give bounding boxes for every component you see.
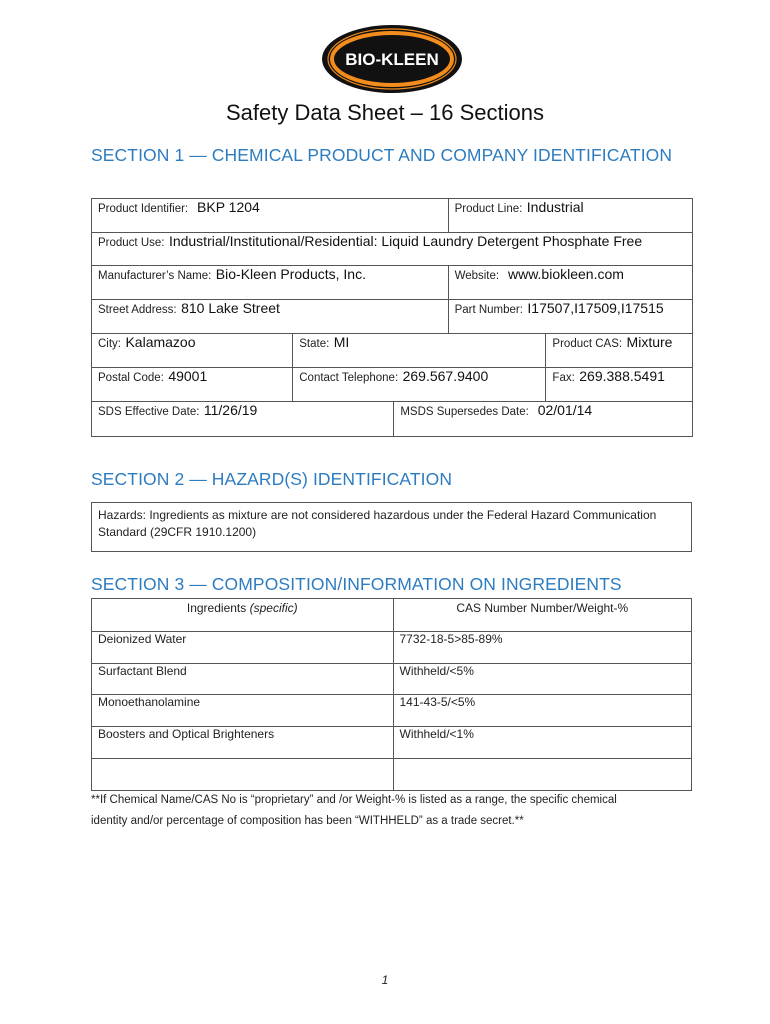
telephone-value: 269.567.9400: [402, 368, 489, 384]
hazards-box: Hazards: Ingredients as mixture are not considered hazardous under the Federal Hazard Communication Standard (29CFR 1910.1200): [91, 502, 692, 552]
product-identifier-cell: Product Identifier: BKP 1204: [92, 199, 449, 233]
product-use-cell: Product Use: Industrial/Institutional/Residential: Liquid Laundry Detergent Phosphate Free: [92, 233, 693, 266]
part-number-cell: Part Number: I17507,I17509,I17515: [448, 300, 692, 334]
product-identifier-value: BKP 1204: [197, 199, 260, 215]
street-address-cell: Street Address: 810 Lake Street: [92, 300, 449, 334]
state-value: MI: [333, 334, 350, 350]
city-cell: City: Kalamazoo: [92, 334, 293, 368]
logo-graphic: [321, 24, 463, 94]
postal-code-cell: Postal Code: 49001: [92, 368, 293, 402]
ingredient-cas: Withheld/<1%: [393, 727, 692, 759]
section1-heading: SECTION 1 — CHEMICAL PRODUCT AND COMPANY IDENTIFICATION: [91, 145, 673, 165]
section2-heading: SECTION 2 — HAZARD(S) IDENTIFICATION: [91, 469, 453, 489]
msds-supersedes-cell: MSDS Supersedes Date: 02/01/14: [394, 402, 693, 437]
product-cas-value: Mixture: [626, 334, 673, 350]
table-row: [92, 632, 692, 664]
cas-weight-header: CAS Number Number/Weight-%: [393, 599, 692, 632]
fax-cell: Fax: 269.388.5491: [546, 368, 693, 402]
table-row: [92, 727, 692, 759]
page-number: 1: [381, 973, 389, 987]
part-number-value: I17507,I17509,I17515: [527, 300, 664, 316]
ingredient-cas: Withheld/<5%: [393, 664, 692, 695]
website-cell: Website: www.biokleen.com: [448, 266, 692, 300]
product-line-value: Industrial: [526, 199, 584, 215]
bio-kleen-logo: [321, 24, 463, 94]
table-row: [92, 759, 692, 791]
street-address-value: 810 Lake Street: [181, 300, 280, 316]
note-line-1: **If Chemical Name/CAS No is “proprietary” and /or Weight-% is listed as a range, the specific chemical: [91, 794, 617, 806]
document-title: Safety Data Sheet – 16 Sections: [226, 100, 544, 125]
table-row: [92, 334, 693, 368]
ingredient-name: [92, 759, 394, 791]
manufacturer-cell: Manufacturer’s Name: Bio-Kleen Products, Inc.: [92, 266, 449, 300]
postal-code-value: 49001: [168, 368, 208, 384]
ingredient-name: Deionized Water: [92, 632, 394, 664]
sds-date-cell: SDS Effective Date: 11/26/19: [92, 402, 394, 437]
table-row: [92, 199, 693, 233]
table-row: [92, 233, 693, 266]
ingredients-table: [91, 598, 692, 791]
table-row: [92, 300, 693, 334]
ingredient-name: Monoethanolamine: [92, 695, 394, 727]
state-cell: State: MI: [293, 334, 546, 368]
table-row: [92, 402, 693, 437]
table-row: [92, 266, 693, 300]
website-value: www.biokleen.com: [507, 266, 624, 282]
table-row: [92, 664, 692, 695]
table-row: [92, 695, 692, 727]
telephone-cell: Contact Telephone: 269.567.9400: [293, 368, 546, 402]
ingredient-cas: 141-43-5/<5%: [393, 695, 692, 727]
ingredients-header: Ingredients (specific): [92, 599, 394, 632]
product-use-value: Industrial/Institutional/Residential: Liquid Laundry Detergent Phosphate Free: [168, 233, 643, 249]
manufacturer-value: Bio-Kleen Products, Inc.: [215, 266, 366, 282]
table-row: [92, 368, 693, 402]
msds-supersedes-value: 02/01/14: [537, 402, 593, 418]
trade-secret-note: [91, 790, 691, 832]
section1-table: [91, 198, 693, 437]
sds-date-value: 11/26/19: [203, 402, 258, 418]
table-header-row: [92, 599, 692, 632]
section3-heading: SECTION 3 — COMPOSITION/INFORMATION ON INGREDIENTS: [91, 574, 622, 594]
ingredient-name: Surfactant Blend: [92, 664, 394, 695]
ingredient-cas: [393, 759, 692, 791]
note-line-2: identity and/or percentage of composition has been “WITHHELD” as a trade secret.**: [91, 815, 524, 827]
ingredient-name: Boosters and Optical Brighteners: [92, 727, 394, 759]
logo-text: BIO-KLEEN: [345, 50, 439, 69]
fax-value: 269.388.5491: [579, 368, 665, 384]
ingredient-cas: 7732-18-5>85-89%: [393, 632, 692, 664]
city-value: Kalamazoo: [125, 334, 196, 350]
product-cas-cell: Product CAS: Mixture: [546, 334, 693, 368]
product-line-cell: Product Line: Industrial: [448, 199, 692, 233]
